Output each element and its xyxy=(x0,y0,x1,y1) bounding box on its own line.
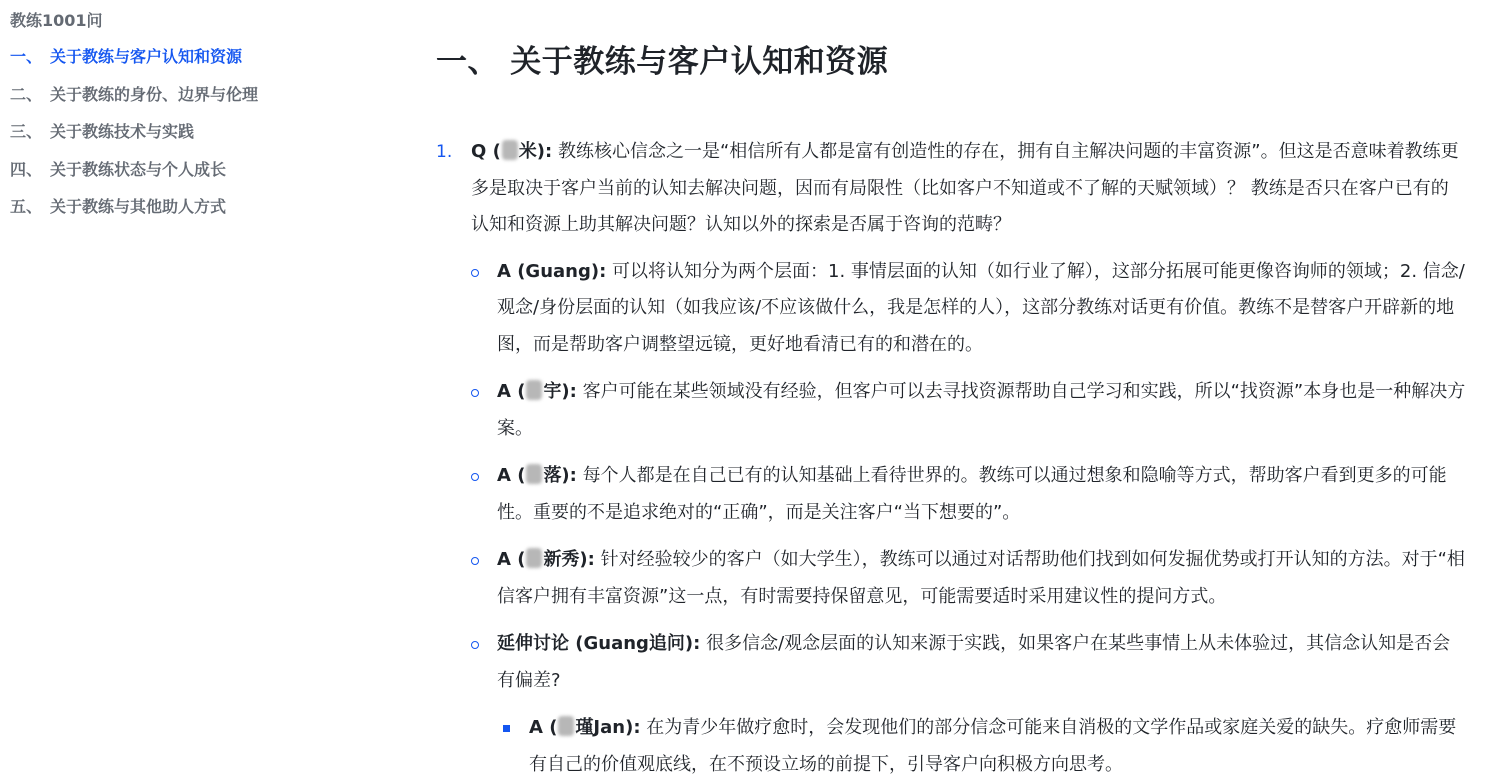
toc-item-2[interactable] xyxy=(10,82,258,120)
circle-bullet-icon xyxy=(471,269,479,277)
answer-item xyxy=(436,458,1466,531)
answer-item xyxy=(436,254,1466,364)
speaker-prefix: A ( xyxy=(497,465,526,486)
speaker-suffix: 新秀): xyxy=(543,549,595,570)
toc-item-label: 关于教练状态与个人成长 xyxy=(50,159,227,179)
circle-bullet-icon xyxy=(471,389,479,397)
redacted-name xyxy=(526,380,542,400)
toc-item-number: 三、 xyxy=(10,122,43,141)
question-item xyxy=(436,134,1466,244)
toc-item-label: 关于教练的身份、边界与伦理 xyxy=(50,84,259,104)
toc-item-number: 五、 xyxy=(10,197,43,216)
toc-list xyxy=(10,44,258,232)
answer-text: 每个人都是在自己已有的认知基础上看待世界的。教练可以通过想象和隐喻等方式，帮助客户看到更多的可能性。重要的不是追求绝对的“正确”，而是关注客户“当下想要的”。 xyxy=(497,465,1447,523)
answer-text: 客户可能在某些领域没有经验，但客户可以去寻找资源帮助自己学习和实践，所以“找资源”本身也是一种解决方案。 xyxy=(497,381,1466,439)
speaker-label: A (Guang): xyxy=(497,260,607,282)
speaker-prefix: A ( xyxy=(497,549,526,570)
speaker-prefix: A ( xyxy=(497,381,526,402)
speaker-label xyxy=(497,465,577,486)
answer-item xyxy=(436,542,1466,615)
toc-item-number: 一、 xyxy=(10,47,43,66)
toc-item-label: 关于教练与其他助人方式 xyxy=(50,197,227,216)
list-number: 1. xyxy=(436,142,453,162)
toc-item-3[interactable] xyxy=(10,119,258,157)
speaker-suffix: 瑾Jan): xyxy=(575,717,641,738)
square-bullet-icon xyxy=(503,725,510,732)
speaker-suffix: 米): xyxy=(518,141,553,162)
redacted-name xyxy=(502,140,518,160)
speaker-label xyxy=(497,381,577,402)
speaker-label xyxy=(471,141,552,162)
circle-bullet-icon xyxy=(471,641,479,649)
toc-item-4[interactable] xyxy=(10,157,258,195)
speaker-prefix: A ( xyxy=(529,717,558,738)
redacted-name xyxy=(526,548,542,568)
answer-item xyxy=(436,374,1466,447)
toc-item-label: 关于教练技术与实践 xyxy=(50,122,195,141)
toc-item-number: 二、 xyxy=(10,84,43,104)
speaker-suffix: 宇): xyxy=(543,381,577,402)
answer-text: 针对经验较少的客户（如大学生），教练可以通过对话帮助他们找到如何发掘优势或打开认知的方法。对于“相信客户拥有丰富资源”这一点，有时需要持保留意见，可能需要适时采用建议性的提问方式。 xyxy=(497,549,1465,607)
circle-bullet-icon xyxy=(471,557,479,565)
section-content xyxy=(436,134,1466,783)
sub-answer-text: 在为青少年做疗愈时，会发现他们的部分信念可能来自消极的文学作品或家庭关爱的缺失。疗愈师需要有自己的价值观底线，在不预设立场的前提下，引导客户向积极方向思考。 xyxy=(529,717,1457,775)
toc-item-number: 四、 xyxy=(10,159,43,179)
redacted-name xyxy=(526,464,542,484)
toc-title: 教练1001问 xyxy=(10,11,103,30)
discussion-text: 很多信念/观念层面的认知来源于实践，如果客户在某些事情上从未体验过，其信念认知是否会有偏差? xyxy=(497,633,1451,691)
toc-item-1[interactable] xyxy=(10,44,258,82)
toc-item-5[interactable] xyxy=(10,194,258,232)
redacted-name xyxy=(558,716,574,736)
speaker-label: 延伸讨论 (Guang追问): xyxy=(497,633,701,654)
speaker-label xyxy=(529,717,641,738)
speaker-suffix: 落): xyxy=(543,465,577,486)
answer-text: 可以将认知分为两个层面：1. 事情层面的认知（如行业了解），这部分拓展可能更像咨询师的领域；2. 信念/观念/身份层面的认知（如我应该/不应该做什么，我是怎样的人），这部分教练对话更有价值。教练不是替客户开辟新的地图，而是帮助客户调整望远镜，更好地看清已有的和潜在的。 xyxy=(497,260,1465,355)
toc-item-label: 关于教练与客户认知和资源 xyxy=(50,47,243,66)
discussion-item xyxy=(436,626,1466,699)
speaker-prefix: Q ( xyxy=(471,141,501,162)
circle-bullet-icon xyxy=(471,473,479,481)
question-text: 教练核心信念之一是“相信所有人都是富有创造性的存在，拥有自主解决问题的丰富资源”。但这是否意味着教练更多是取决于客户当前的认知去解决问题，因而有局限性（比如客户不知道或不了解的天赋领域）？ 教练是否只在客户已有的认知和资源上助其解决问题？认知以外的探索是否属于咨询的范畴？ xyxy=(471,141,1459,235)
toc-sidebar xyxy=(0,0,400,756)
speaker-label xyxy=(497,549,595,570)
section-heading: 一、 关于教练与客户认知和资源 xyxy=(436,44,889,80)
sub-answer-item xyxy=(436,710,1466,783)
